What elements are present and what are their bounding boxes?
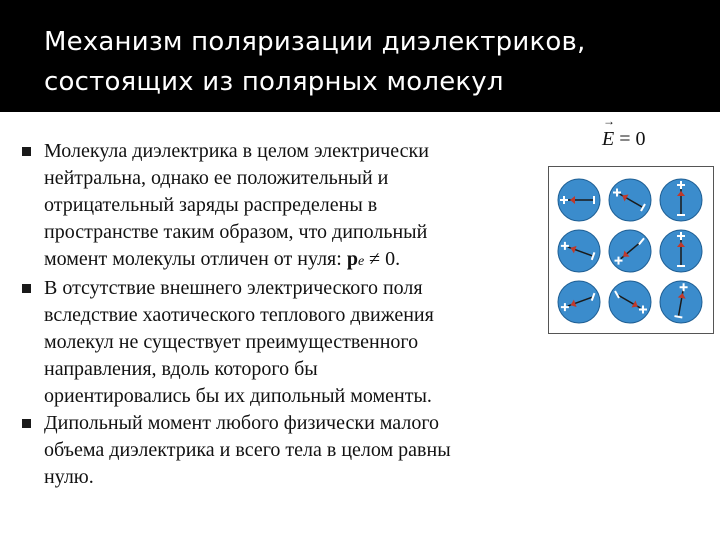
bullet-square-icon xyxy=(22,147,31,156)
molecule xyxy=(609,230,651,272)
field-relation: = 0 xyxy=(614,128,646,150)
formula-subscript: e xyxy=(357,254,365,269)
bullet-item xyxy=(20,138,550,275)
bullet-text: Дипольный момент любого физически малого объема диэлектрика и всего тела в целом равны нулю. xyxy=(44,412,451,488)
field-label xyxy=(602,128,646,151)
molecule xyxy=(558,281,600,323)
molecule xyxy=(660,230,702,272)
bullet-square-icon xyxy=(22,419,31,428)
molecule xyxy=(609,179,651,221)
formula-relation: ≠ 0. xyxy=(364,248,401,270)
bullet-item xyxy=(20,275,550,410)
molecule xyxy=(660,281,702,323)
molecule xyxy=(660,179,702,221)
molecule xyxy=(558,230,600,272)
dipole-formula xyxy=(347,248,400,270)
bullet-text: Молекула диэлектрика в целом электрически нейтральна, однако ее положительный и отрицательный заряды распределены в пространстве таким образом, что дипольный момент молекулы отличен от нуля: xyxy=(44,140,429,270)
bullet-list xyxy=(20,138,550,491)
dipole-grid xyxy=(549,167,712,332)
minus-icon xyxy=(674,316,682,317)
title-band xyxy=(0,0,720,112)
slide-title: Механизм поляризации диэлектриков, состоящих из полярных молекул xyxy=(44,27,586,97)
molecule xyxy=(558,179,600,221)
molecule xyxy=(609,281,651,323)
bullet-text: В отсутствие внешнего электрического поля вследствие хаотического теплового движения молекул не существует преимущественного направления, вдоль которого бы ориентировались бы их дипольный моменты. xyxy=(44,277,434,407)
dipole-figure xyxy=(548,166,714,334)
bullet-square-icon xyxy=(22,284,31,293)
formula-symbol: p xyxy=(346,248,358,270)
field-vector-symbol: → E xyxy=(602,128,614,150)
bullet-item xyxy=(20,410,550,491)
